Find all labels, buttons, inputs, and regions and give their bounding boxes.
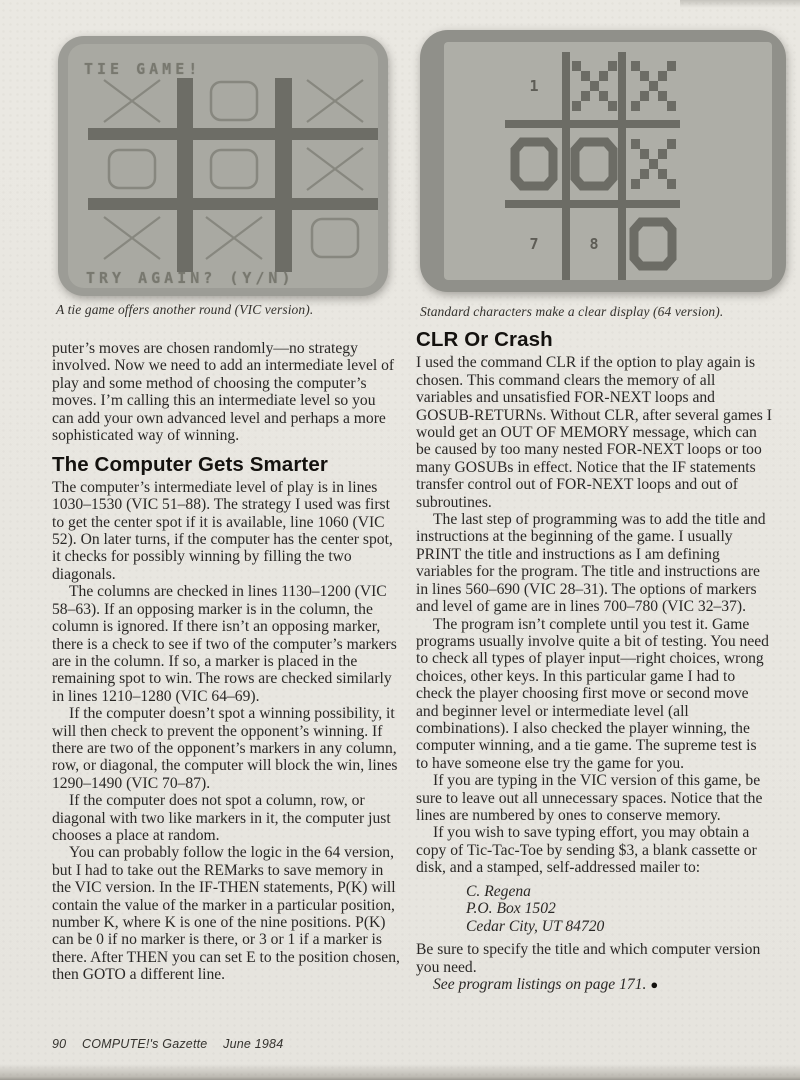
article-right-column: [416, 328, 772, 993]
svg-text:7: 7: [529, 235, 539, 253]
paragraph: You can probably follow the logic in the 64 version, but I had to take out the REMarks to save memory in the VIC version. In the IF-THEN statements, P(K) will contain the value of the marker in a particular position, number K, where K is one of the nine positions. P(K) can be 0 if no marker is there, or 3 or 1 if a marker is there. After THEN you can set E to the position chosen, then GOTO a different line.: [52, 844, 400, 984]
paragraph: puter’s moves are chosen randomly—no strategy involved. Now we need to add an intermediate level of play and some method of choosing the computer’s moves. I’m calling this an intermediate level so you can add your own advanced level and perhaps a more sophisticated way of winning.: [52, 340, 395, 445]
svg-text:1: 1: [529, 77, 539, 95]
address-line: C. Regena: [466, 882, 531, 900]
section-heading-clr-or-crash: CLR Or Crash: [416, 328, 553, 351]
article-left-column: [52, 340, 400, 984]
listings-note: [416, 976, 772, 993]
paragraph: The program isn’t complete until you test it. Game programs usually involve quite a bit of testing. You need to check all types of player input—right choices, wrong choices, other keys. In this particular game I had to check the player choosing first move or second move and beginner level or intermediate level (all combinations). I also checked the player winning, the computer winning, and a tie game. The supreme test is to have someone else try the game for you.: [416, 615, 769, 772]
vic-try-again-prompt: TRY AGAIN? (Y/N): [86, 269, 295, 287]
svg-text:8: 8: [589, 235, 599, 253]
paragraph: If you wish to save typing effort, you may obtain a copy of Tic-Tac-Toe by sending $3, a blank cassette or disk, and a stamped, self-addressed mailer to:: [416, 824, 757, 877]
section-heading-computer-gets-smarter: The Computer Gets Smarter: [52, 453, 328, 477]
magazine-name: COMPUTE!'s Gazette: [82, 1037, 208, 1051]
address-line: P.O. Box 1502: [466, 900, 556, 918]
vic-screen-photo: [58, 36, 388, 296]
c64-screen-photo: [420, 30, 786, 292]
paragraph: The computer’s intermediate level of play is in lines 1030–1530 (VIC 51–88). The strategy I used was first to get the center spot if it is available, line 1060 (VIC 52). On later turns, if the computer has the center spot, it checks for possibly winning by filling the two diagonals.: [52, 478, 393, 583]
paragraph: Be sure to specify the title and which computer version you need.: [416, 941, 761, 976]
address-line: Cedar City, UT 84720: [466, 917, 605, 935]
mailing-address: [466, 883, 772, 936]
listings-note-text: See program listings on page 171.: [433, 975, 647, 993]
issue-date: June 1984: [223, 1037, 284, 1051]
paragraph: If the computer does not spot a column, row, or diagonal with two like markers in it, the computer just chooses a place at random.: [52, 792, 391, 844]
page-footer: [52, 1037, 283, 1051]
paragraph: If you are typing in the VIC version of this game, be sure to leave out all unnecessary spaces. Notice that the lines are numbered by ones to conserve memory.: [416, 772, 763, 824]
vic-caption: A tie game offers another round (VIC version).: [56, 302, 314, 317]
end-of-article-icon: ●: [650, 976, 659, 992]
paragraph: The last step of programming was to add the title and instructions at the beginning of the game. I usually PRINT the title and instructions as I am defining variables for the program. The title and instructions are in lines 560–690 (VIC 28–31). The options of markers and level of game are in lines 700–780 (VIC 32–37).: [416, 511, 766, 616]
paragraph: If the computer doesn’t spot a winning possibility, it will then check to prevent the opponent’s winning. If there are two of the opponent’s markers in any column, row, or diagonal, the computer will block the win, lines 1290–1490 (VIC 70–87).: [52, 705, 398, 792]
paragraph: The columns are checked in lines 1130–1200 (VIC 58–63). If an opposing marker is in the column, the column is ignored. If there isn’t an opposing marker, there is a check to see if two of the computer’s markers are in the column. If so, a marker is placed in the remaining spot to win. The rows are checked similarly in lines 1210–1280 (VIC 64–69).: [52, 583, 397, 705]
vic-screen-display: [68, 44, 378, 288]
c64-caption: Standard characters make a clear display (64 version).: [420, 304, 724, 319]
paragraph: I used the command CLR if the option to play again is chosen. This command clears the memory of all variables and unsatisfied FOR-NEXT loops and GOSUB-RETURNs. Without CLR, after several games I would get an OUT OF MEMORY message, which can be caused by too many nested FOR-NEXT loops or too many GOSUBs in effect. Notice that the IF statements transfer control out of FOR-NEXT loops and out of subroutines.: [416, 354, 772, 511]
c64-screen-display: [444, 42, 772, 280]
vic-tie-game-text: TIE GAME!: [84, 60, 202, 78]
page-number: 90: [52, 1037, 67, 1051]
